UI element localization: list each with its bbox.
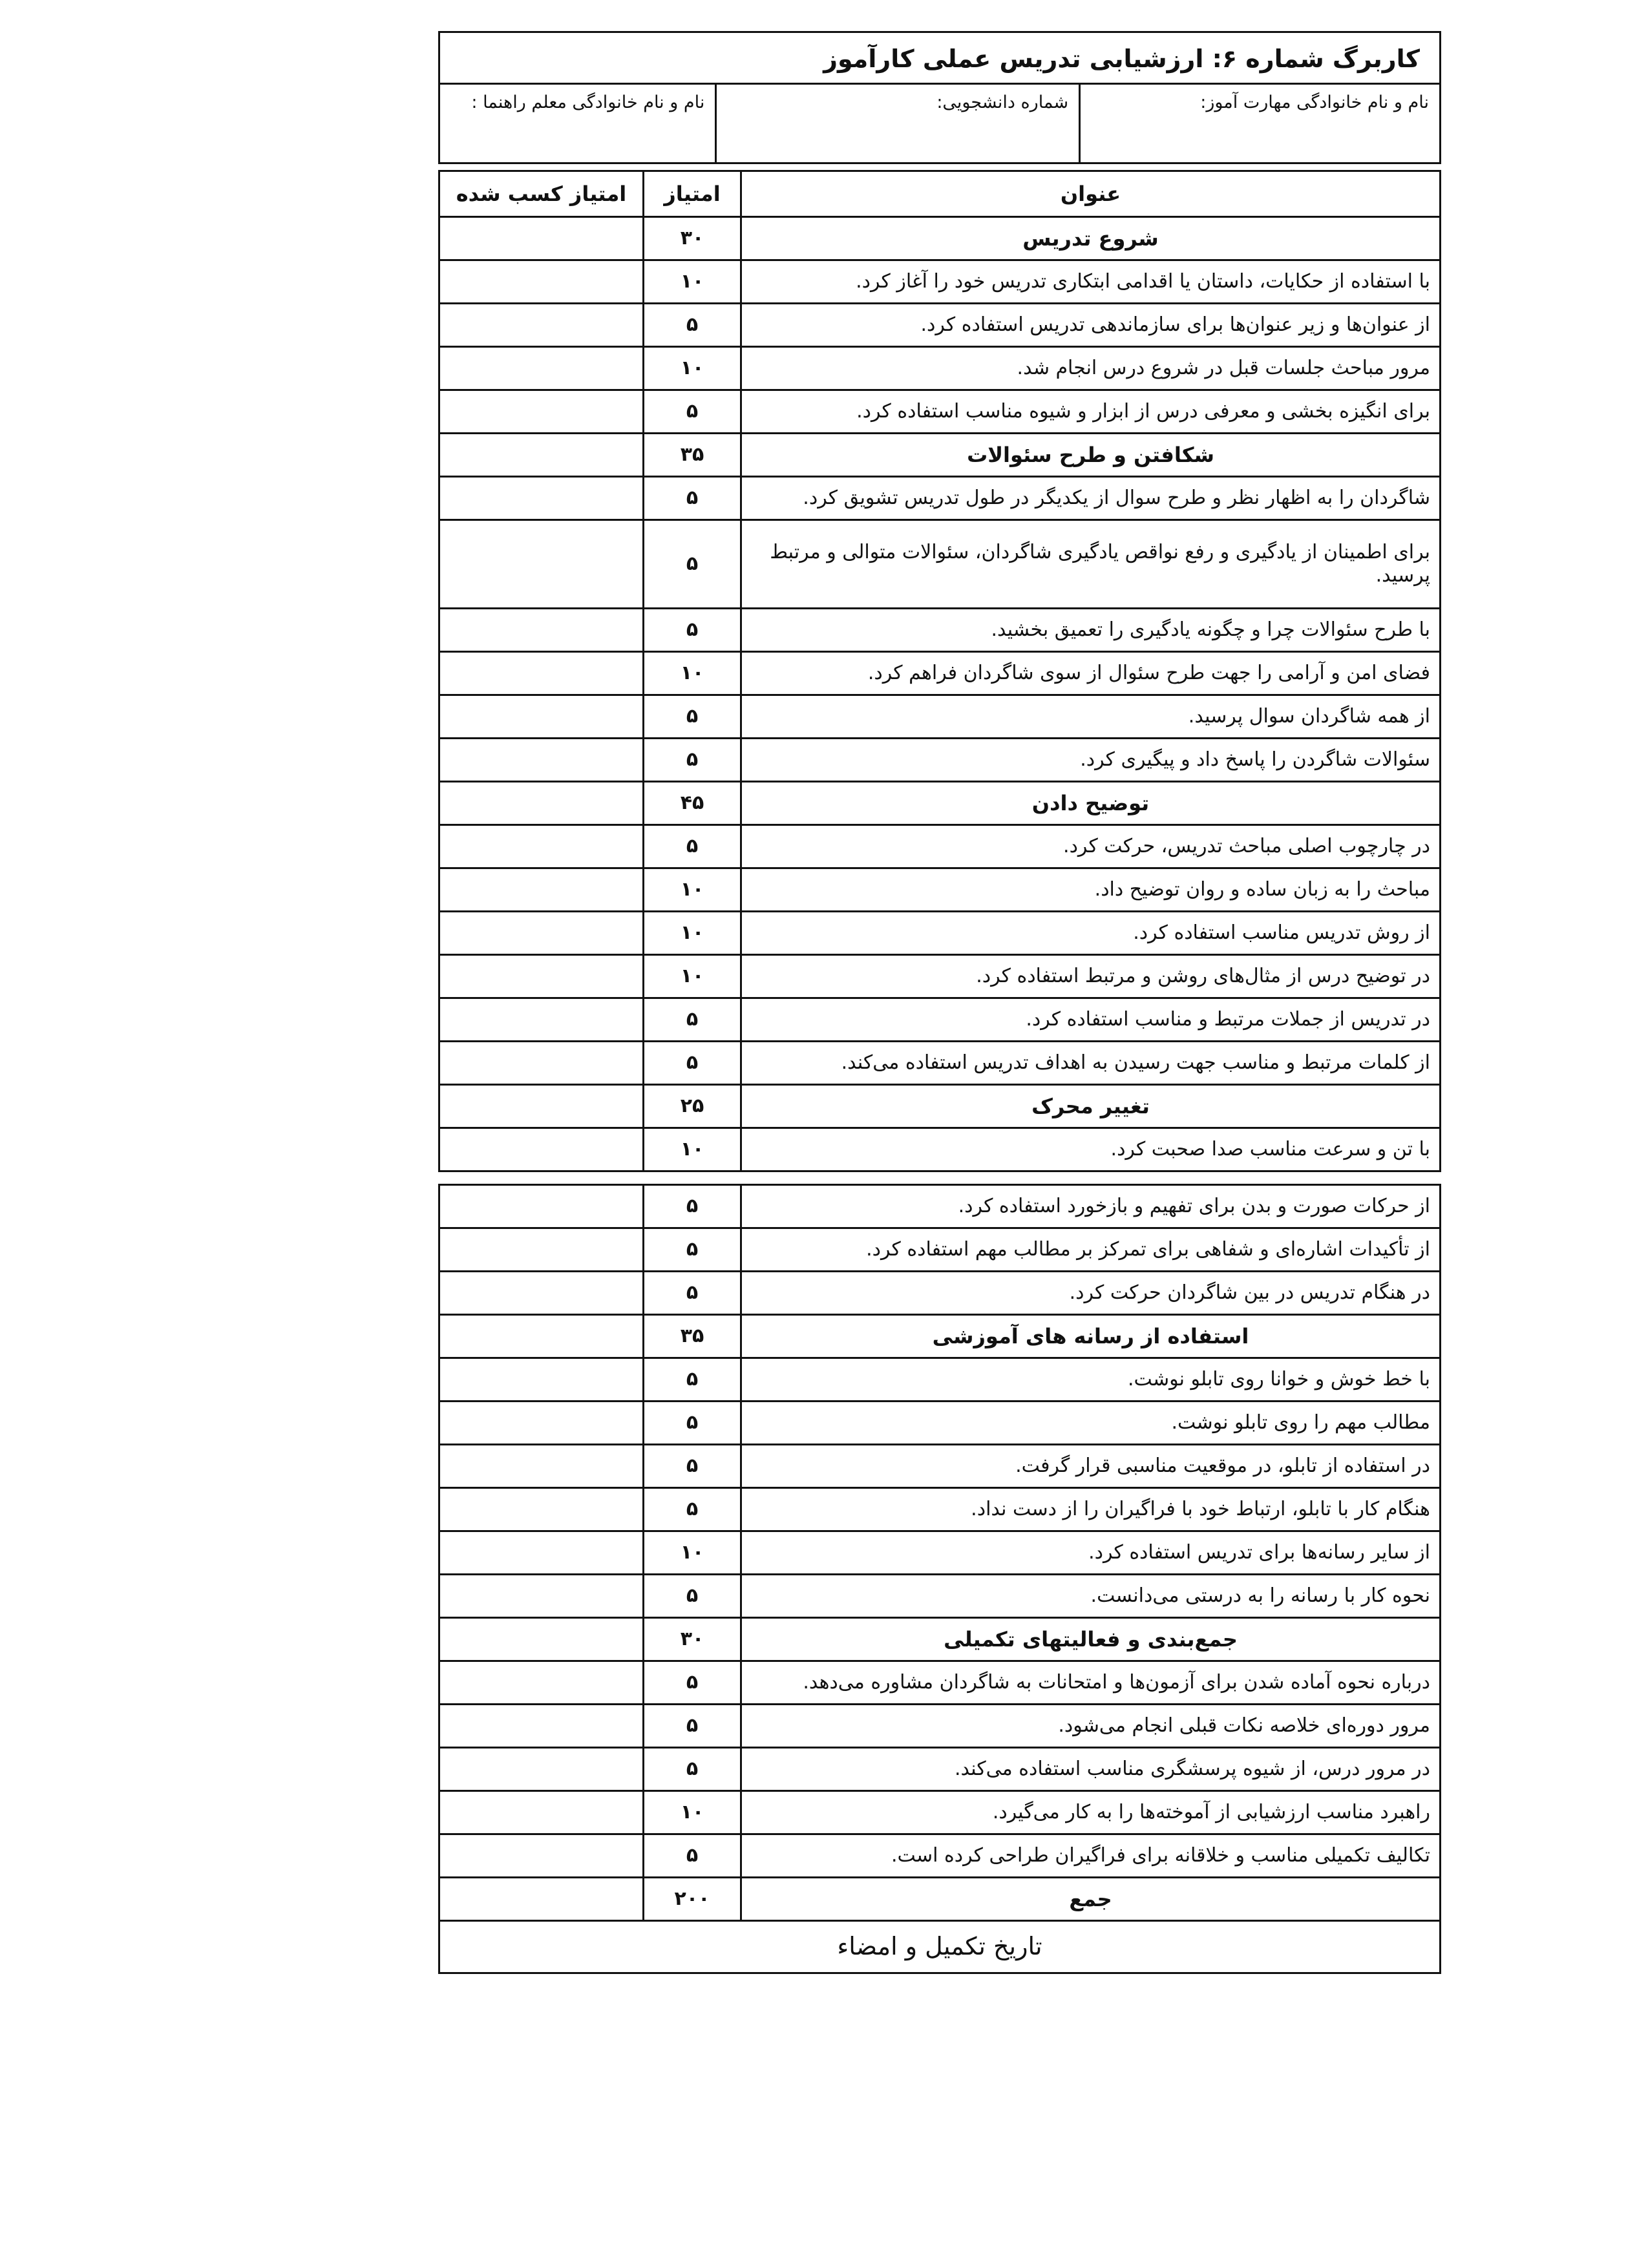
criterion-score: ۵ bbox=[644, 998, 741, 1042]
earned-score-cell[interactable] bbox=[439, 1358, 644, 1402]
total-earned-cell[interactable] bbox=[439, 1878, 644, 1921]
criterion-row bbox=[439, 1791, 1441, 1834]
criterion-row bbox=[439, 609, 1441, 652]
criterion-text: در توضیح درس از مثال‌های روشن و مرتبط استفاده کرد. bbox=[741, 955, 1441, 998]
criterion-score: ۵ bbox=[644, 695, 741, 739]
section-title: توضیح دادن bbox=[741, 782, 1441, 825]
criterion-score: ۵ bbox=[644, 1834, 741, 1878]
criterion-text: از سایر رسانه‌ها برای تدریس استفاده کرد. bbox=[741, 1531, 1441, 1575]
criterion-row bbox=[439, 1834, 1441, 1878]
earned-score-cell[interactable] bbox=[439, 1488, 644, 1531]
criterion-text: نحوه کار با رسانه را به درستی می‌دانست. bbox=[741, 1575, 1441, 1618]
criterion-score: ۱۰ bbox=[644, 868, 741, 912]
criterion-row bbox=[439, 1661, 1441, 1705]
section-title: استفاده از رسانه های آموزشی bbox=[741, 1315, 1441, 1358]
criterion-text: با خط خوش و خوانا روی تابلو نوشت. bbox=[741, 1358, 1441, 1402]
criterion-score: ۱۰ bbox=[644, 652, 741, 695]
header-title: عنوان bbox=[741, 171, 1441, 217]
criterion-text: در مرور درس، از شیوه پرسشگری مناسب استفاده می‌کند. bbox=[741, 1748, 1441, 1791]
earned-score-cell[interactable] bbox=[439, 695, 644, 739]
earned-score-cell[interactable] bbox=[439, 782, 644, 825]
earned-score-cell[interactable] bbox=[439, 304, 644, 347]
earned-score-cell[interactable] bbox=[439, 1618, 644, 1661]
table-header-row bbox=[439, 171, 1441, 217]
earned-score-cell[interactable] bbox=[439, 1228, 644, 1272]
criterion-row bbox=[439, 955, 1441, 998]
earned-score-cell[interactable] bbox=[439, 390, 644, 434]
criterion-row bbox=[439, 347, 1441, 390]
student-number-label: شماره دانشجویی: bbox=[936, 92, 1069, 112]
criterion-text: با طرح سئوالات چرا و چگونه یادگیری را تعمیق بخشید. bbox=[741, 609, 1441, 652]
criterion-score: ۵ bbox=[644, 304, 741, 347]
criterion-row bbox=[439, 304, 1441, 347]
criterion-score: ۱۰ bbox=[644, 1791, 741, 1834]
criterion-text: برای اطمینان از یادگیری و رفع نواقص یادگیری شاگردان، سئوالات متوالی و مرتبط پرسید. bbox=[741, 520, 1441, 609]
gap-cell bbox=[439, 1171, 1441, 1185]
earned-score-cell[interactable] bbox=[439, 1834, 644, 1878]
earned-score-cell[interactable] bbox=[439, 739, 644, 782]
section-row bbox=[439, 1618, 1441, 1661]
criterion-score: ۱۰ bbox=[644, 347, 741, 390]
criterion-score: ۱۰ bbox=[644, 912, 741, 955]
earned-score-cell[interactable] bbox=[439, 955, 644, 998]
criterion-score: ۵ bbox=[644, 520, 741, 609]
criterion-row bbox=[439, 695, 1441, 739]
header-earned: امتیاز کسب شده bbox=[439, 171, 644, 217]
signature-row bbox=[439, 1921, 1441, 1973]
criterion-row bbox=[439, 1488, 1441, 1531]
earned-score-cell[interactable] bbox=[439, 347, 644, 390]
criterion-text: از روش تدریس مناسب استفاده کرد. bbox=[741, 912, 1441, 955]
form-title-box bbox=[438, 31, 1441, 84]
section-score: ۳۵ bbox=[644, 434, 741, 477]
criterion-score: ۵ bbox=[644, 739, 741, 782]
criterion-score: ۵ bbox=[644, 1575, 741, 1618]
total-label: جمع bbox=[741, 1878, 1441, 1921]
criterion-text: برای انگیزه بخشی و معرفی درس از ابزار و شیوه مناسب استفاده کرد. bbox=[741, 390, 1441, 434]
criterion-score: ۵ bbox=[644, 1402, 741, 1445]
criterion-row bbox=[439, 912, 1441, 955]
criterion-row bbox=[439, 1748, 1441, 1791]
section-row bbox=[439, 1315, 1441, 1358]
criterion-row bbox=[439, 998, 1441, 1042]
criterion-row bbox=[439, 1228, 1441, 1272]
section-title: شکافتن و طرح سئوالات bbox=[741, 434, 1441, 477]
criterion-text: در هنگام تدریس در بین شاگردان حرکت کرد. bbox=[741, 1272, 1441, 1315]
criterion-text: از کلمات مرتبط و مناسب جهت رسیدن به اهداف تدریس استفاده می‌کند. bbox=[741, 1042, 1441, 1085]
criterion-row bbox=[439, 390, 1441, 434]
criterion-text: راهبرد مناسب ارزشیابی از آموخته‌ها را به کار می‌گیرد. bbox=[741, 1791, 1441, 1834]
criterion-text: از عنوان‌ها و زیر عنوان‌ها برای سازماندهی تدریس استفاده کرد. bbox=[741, 304, 1441, 347]
criterion-row bbox=[439, 1042, 1441, 1085]
criterion-score: ۱۰ bbox=[644, 260, 741, 304]
earned-score-cell[interactable] bbox=[439, 1705, 644, 1748]
earned-score-cell[interactable] bbox=[439, 1042, 644, 1085]
earned-score-cell[interactable] bbox=[439, 1315, 644, 1358]
criterion-row bbox=[439, 1531, 1441, 1575]
section-row bbox=[439, 217, 1441, 260]
earned-score-cell[interactable] bbox=[439, 1128, 644, 1171]
criterion-score: ۵ bbox=[644, 1358, 741, 1402]
criterion-text: در استفاده از تابلو، در موقعیت مناسبی قرار گرفت. bbox=[741, 1445, 1441, 1488]
criterion-text: تکالیف تکمیلی مناسب و خلاقانه برای فراگیران طراحی کرده است. bbox=[741, 1834, 1441, 1878]
criterion-row bbox=[439, 825, 1441, 868]
criterion-text: مرور مباحث جلسات قبل در شروع درس انجام شد. bbox=[741, 347, 1441, 390]
header-score: امتیاز bbox=[644, 171, 741, 217]
earned-score-cell[interactable] bbox=[439, 1748, 644, 1791]
section-row bbox=[439, 434, 1441, 477]
earned-score-cell[interactable] bbox=[439, 1085, 644, 1128]
criterion-score: ۵ bbox=[644, 825, 741, 868]
criterion-score: ۵ bbox=[644, 609, 741, 652]
earned-score-cell[interactable] bbox=[439, 652, 644, 695]
criterion-row bbox=[439, 1128, 1441, 1171]
criterion-row bbox=[439, 739, 1441, 782]
criterion-row bbox=[439, 1358, 1441, 1402]
form-title: کاربرگ شماره ۶: ارزشیابی تدریس عملی کارآموز bbox=[823, 44, 1420, 73]
earned-score-cell[interactable] bbox=[439, 609, 644, 652]
criterion-row bbox=[439, 477, 1441, 520]
earned-score-cell[interactable] bbox=[439, 520, 644, 609]
earned-score-cell[interactable] bbox=[439, 1402, 644, 1445]
criterion-score: ۵ bbox=[644, 1445, 741, 1488]
earned-score-cell[interactable] bbox=[439, 260, 644, 304]
criterion-score: ۵ bbox=[644, 1748, 741, 1791]
earned-score-cell[interactable] bbox=[439, 1185, 644, 1228]
earned-score-cell[interactable] bbox=[439, 217, 644, 260]
section-score: ۳۵ bbox=[644, 1315, 741, 1358]
total-score: ۲۰۰ bbox=[644, 1878, 741, 1921]
earned-score-cell[interactable] bbox=[439, 434, 644, 477]
criterion-score: ۱۰ bbox=[644, 1128, 741, 1171]
section-row bbox=[439, 782, 1441, 825]
criterion-row bbox=[439, 520, 1441, 609]
earned-score-cell[interactable] bbox=[439, 1272, 644, 1315]
total-row bbox=[439, 1878, 1441, 1921]
earned-score-cell[interactable] bbox=[439, 998, 644, 1042]
section-title: شروع تدریس bbox=[741, 217, 1441, 260]
criterion-text: در تدریس از جملات مرتبط و مناسب استفاده کرد. bbox=[741, 998, 1441, 1042]
criterion-row bbox=[439, 652, 1441, 695]
criterion-text: فضای امن و آرامی را جهت طرح سئوال از سوی شاگردان فراهم کرد. bbox=[741, 652, 1441, 695]
identity-fields-row bbox=[438, 83, 1441, 164]
criterion-text: از همه شاگردان سوال پرسید. bbox=[741, 695, 1441, 739]
trainee-name-label: نام و نام خانوادگی مهارت آموز: bbox=[1200, 92, 1429, 112]
completion-date-signature[interactable]: تاریخ تکمیل و امضاء bbox=[439, 1921, 1441, 1973]
criterion-row bbox=[439, 868, 1441, 912]
criterion-score: ۵ bbox=[644, 1661, 741, 1705]
earned-score-cell[interactable] bbox=[439, 868, 644, 912]
earned-score-cell[interactable] bbox=[439, 825, 644, 868]
section-score: ۳۰ bbox=[644, 1618, 741, 1661]
criterion-text: در چارچوب اصلی مباحث تدریس، حرکت کرد. bbox=[741, 825, 1441, 868]
evaluation-table bbox=[438, 170, 1441, 1974]
earned-score-cell[interactable] bbox=[439, 1445, 644, 1488]
earned-score-cell[interactable] bbox=[439, 1531, 644, 1575]
section-score: ۳۰ bbox=[644, 217, 741, 260]
criterion-row bbox=[439, 1705, 1441, 1748]
section-row bbox=[439, 1085, 1441, 1128]
page-break-gap bbox=[439, 1171, 1441, 1185]
table-body bbox=[439, 217, 1441, 1973]
criterion-score: ۵ bbox=[644, 1228, 741, 1272]
criterion-text: مرور دوره‌ای خلاصه نکات قبلی انجام می‌شود. bbox=[741, 1705, 1441, 1748]
criterion-text: با تن و سرعت مناسب صدا صحبت کرد. bbox=[741, 1128, 1441, 1171]
earned-score-cell[interactable] bbox=[439, 1791, 644, 1834]
earned-score-cell[interactable] bbox=[439, 477, 644, 520]
criterion-score: ۵ bbox=[644, 1705, 741, 1748]
mentor-name-label: نام و نام خانوادگی معلم راهنما : bbox=[471, 92, 705, 112]
section-title: جمع‌بندی و فعالیتهای تکمیلی bbox=[741, 1618, 1441, 1661]
criterion-score: ۵ bbox=[644, 1272, 741, 1315]
criterion-text: سئوالات شاگردن را پاسخ داد و پیگیری کرد. bbox=[741, 739, 1441, 782]
criterion-text: از حرکات صورت و بدن برای تفهیم و بازخورد استفاده کرد. bbox=[741, 1185, 1441, 1228]
earned-score-cell[interactable] bbox=[439, 1575, 644, 1618]
criterion-score: ۵ bbox=[644, 477, 741, 520]
criterion-text: مطالب مهم را روی تابلو نوشت. bbox=[741, 1402, 1441, 1445]
student-number-field[interactable] bbox=[715, 85, 1079, 162]
criterion-row bbox=[439, 1575, 1441, 1618]
criterion-row bbox=[439, 1272, 1441, 1315]
mentor-name-field[interactable] bbox=[440, 85, 715, 162]
criterion-score: ۵ bbox=[644, 1185, 741, 1228]
criterion-text: هنگام کار با تابلو، ارتباط خود با فراگیران را از دست نداد. bbox=[741, 1488, 1441, 1531]
criterion-score: ۵ bbox=[644, 1042, 741, 1085]
section-score: ۴۵ bbox=[644, 782, 741, 825]
trainee-name-field[interactable] bbox=[1079, 85, 1439, 162]
section-title: تغییر محرک bbox=[741, 1085, 1441, 1128]
criterion-score: ۵ bbox=[644, 390, 741, 434]
earned-score-cell[interactable] bbox=[439, 1661, 644, 1705]
criterion-text: با استفاده از حکایات، داستان یا اقدامی ابتکاری تدریس خود را آغاز کرد. bbox=[741, 260, 1441, 304]
section-score: ۲۵ bbox=[644, 1085, 741, 1128]
criterion-text: شاگردان را به اظهار نظر و طرح سوال از یکدیگر در طول تدریس تشویق کرد. bbox=[741, 477, 1441, 520]
criterion-score: ۱۰ bbox=[644, 1531, 741, 1575]
criterion-row bbox=[439, 260, 1441, 304]
evaluation-table-wrapper bbox=[438, 170, 1441, 1974]
criterion-row bbox=[439, 1402, 1441, 1445]
criterion-text: درباره نحوه آماده شدن برای آزمون‌ها و امتحانات به شاگردان مشاوره می‌دهد. bbox=[741, 1661, 1441, 1705]
earned-score-cell[interactable] bbox=[439, 912, 644, 955]
criterion-row bbox=[439, 1185, 1441, 1228]
criterion-score: ۱۰ bbox=[644, 955, 741, 998]
criterion-score: ۵ bbox=[644, 1488, 741, 1531]
criterion-row bbox=[439, 1445, 1441, 1488]
criterion-text: از تأکیدات اشاره‌ای و شفاهی برای تمرکز بر مطالب مهم استفاده کرد. bbox=[741, 1228, 1441, 1272]
criterion-text: مباحث را به زبان ساده و روان توضیح داد. bbox=[741, 868, 1441, 912]
